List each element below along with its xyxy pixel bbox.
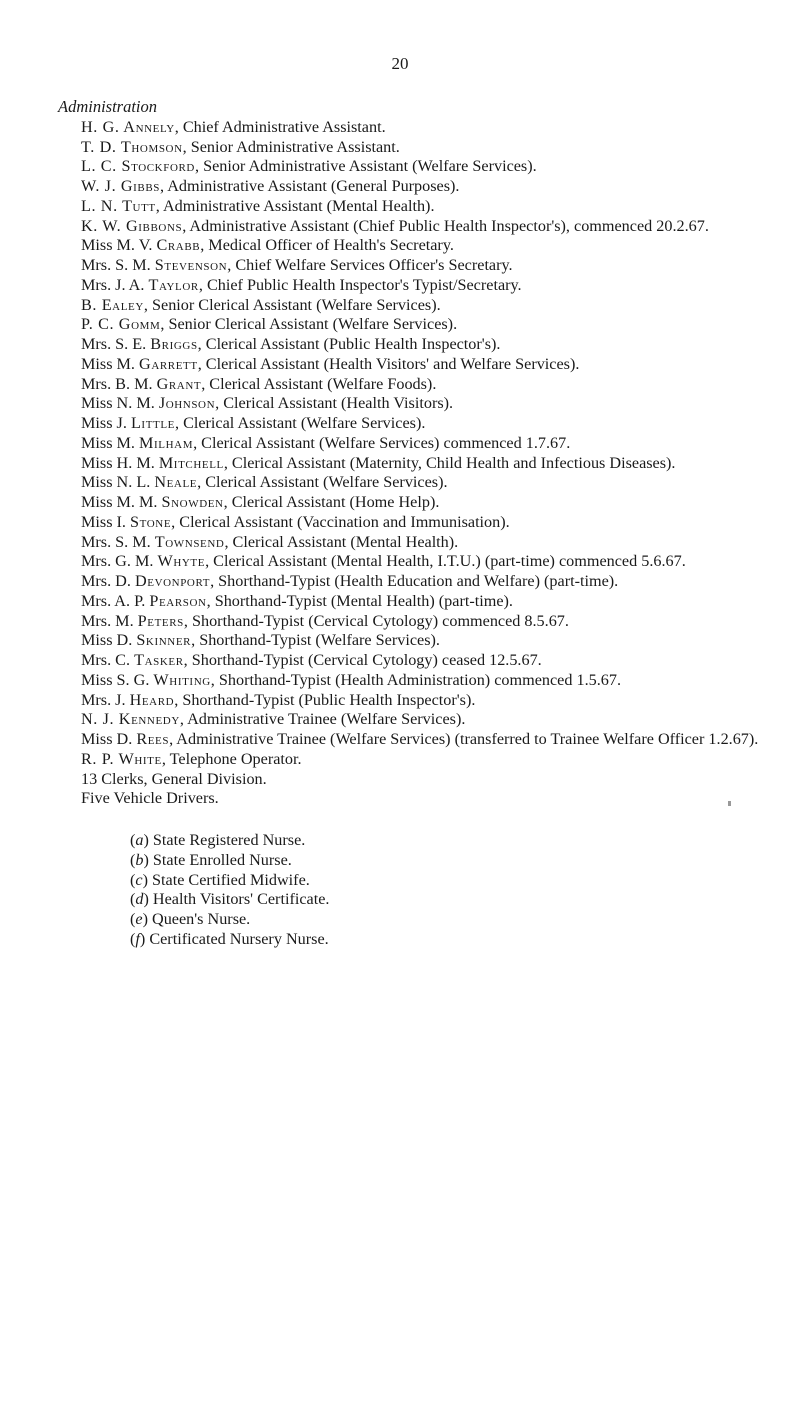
note-text: State Enrolled Nurse. <box>152 850 292 869</box>
staff-entry <box>58 256 774 276</box>
staff-entry <box>58 770 774 790</box>
staff-name: L. C. Stockford <box>81 157 195 176</box>
staff-name: Skinner <box>136 631 192 650</box>
staff-role: , Senior Clerical Assistant (Welfare Services). <box>160 315 458 334</box>
staff-role: , Shorthand-Typist (Cervical Cytology) commenced 8.5.67. <box>183 611 569 630</box>
staff-role: , Chief Welfare Services Officer's Secretary. <box>227 256 513 274</box>
staff-name: K. W. Gibbons <box>81 216 183 235</box>
staff-entry <box>58 177 774 197</box>
staff-prefix: Mrs. D. <box>81 572 135 590</box>
note-text: State Registered Nurse. <box>152 831 306 849</box>
note-text: Certificated Nursery Nurse. <box>149 929 329 948</box>
staff-role: , Chief Administrative Assistant. <box>174 117 386 136</box>
staff-role: , Shorthand-Typist (Welfare Services). <box>191 631 440 650</box>
print-speck <box>728 801 731 806</box>
staff-role: , Clerical Assistant (Maternity, Child Health and Infectious Diseases). <box>223 453 676 472</box>
staff-name: Pearson <box>149 591 207 610</box>
staff-entry <box>58 296 774 316</box>
staff-entry <box>58 236 774 256</box>
staff-entry <box>58 276 774 296</box>
staff-prefix: Miss M. V. <box>81 236 157 255</box>
staff-entry <box>58 730 774 750</box>
note-mark: d <box>135 890 144 909</box>
staff-name: Snowden <box>161 493 224 511</box>
note-item: (e) Queen's Nurse. <box>130 910 251 928</box>
staff-entry <box>58 473 774 493</box>
staff-role: , Clerical Assistant (Health Visitors). <box>215 394 454 413</box>
staff-entry <box>58 592 774 612</box>
note-mark: a <box>135 831 144 849</box>
staff-role: , Administrative Assistant (Chief Public Health Inspector's), commenced 20.2.67. <box>182 216 709 235</box>
staff-prefix: Miss M. M. <box>81 493 162 511</box>
staff-entry <box>58 631 774 651</box>
note-item: (d) Health Visitors' Certificate. <box>130 890 330 909</box>
note-mark: f <box>135 929 140 948</box>
staff-role: , Shorthand-Typist (Cervical Cytology) ceased 12.5.67. <box>183 651 542 669</box>
staff-prefix: Miss N. M. <box>81 394 159 413</box>
staff-name: Tasker <box>134 651 184 669</box>
staff-entry <box>58 552 774 572</box>
staff-role: 13 Clerks, General Division. <box>81 769 267 788</box>
staff-role: , Telephone Operator. <box>161 749 302 768</box>
page-number: 20 <box>391 54 409 73</box>
staff-entry <box>58 355 774 375</box>
staff-role: , Clerical Assistant (Welfare Services). <box>197 473 448 492</box>
staff-prefix: Mrs. M. <box>81 611 138 630</box>
staff-entry <box>58 671 774 691</box>
staff-prefix: Mrs. A. P. <box>81 591 150 610</box>
staff-name: Crabb <box>156 236 201 255</box>
staff-role: , Shorthand-Typist (Health Education and Welfare) (part-time). <box>210 572 619 590</box>
staff-role: , Clerical Assistant (Vaccination and Immunisation). <box>171 512 510 531</box>
note-text: State Certified Midwife. <box>152 870 310 889</box>
staff-role: , Shorthand-Typist (Mental Health) (part-time). <box>206 591 513 610</box>
note-text: Queen's Nurse. <box>152 910 251 928</box>
staff-role: , Clerical Assistant (Welfare Services) commenced 1.7.67. <box>193 433 571 452</box>
staff-role: , Medical Officer of Health's Secretary. <box>200 236 454 255</box>
section-heading: Administration <box>58 97 158 116</box>
staff-entry <box>58 651 774 671</box>
staff-entry <box>58 572 774 592</box>
staff-name: Stone <box>130 512 172 531</box>
staff-entry <box>58 118 774 138</box>
staff-name: Peters <box>137 611 184 630</box>
staff-role: , Clerical Assistant (Health Visitors' and Welfare Services). <box>197 354 580 373</box>
staff-prefix: Mrs. S. E. <box>81 335 151 353</box>
staff-prefix: Miss D. <box>81 730 137 748</box>
staff-role: , Administrative Trainee (Welfare Services) (transferred to Trainee Welfare Officer 1.2.67). <box>169 730 759 748</box>
staff-role: , Clerical Assistant (Mental Health, I.T.U.) (part-time) commenced 5.6.67. <box>205 552 686 571</box>
staff-prefix: Mrs. G. M. <box>81 552 158 571</box>
staff-prefix: Mrs. S. M. <box>81 256 155 274</box>
note-mark: e <box>135 910 143 928</box>
staff-prefix: Miss S. G. <box>81 670 154 689</box>
staff-role: , Clerical Assistant (Welfare Services). <box>174 414 426 432</box>
staff-name: N. J. Kennedy <box>81 710 180 729</box>
staff-entry <box>58 710 774 730</box>
staff-entry <box>58 394 774 414</box>
note-item: (a) State Registered Nurse. <box>130 831 306 849</box>
staff-prefix: Miss J. <box>81 414 131 432</box>
qualification-notes <box>58 831 774 950</box>
staff-prefix: Mrs. B. M. <box>81 374 157 393</box>
staff-name: Garrett <box>139 354 198 373</box>
staff-entry <box>58 335 774 355</box>
staff-entry <box>58 315 774 335</box>
staff-name: Townsend <box>154 532 225 551</box>
note-item: (f) Certificated Nursery Nurse. <box>130 929 329 948</box>
staff-prefix: Mrs. J. <box>81 690 130 709</box>
staff-role: , Clerical Assistant (Welfare Foods). <box>201 374 437 393</box>
staff-name: Neale <box>154 473 198 492</box>
note-mark: c <box>135 870 143 889</box>
staff-prefix: Mrs. J. A. <box>81 275 149 294</box>
staff-name: Whiting <box>153 670 211 689</box>
staff-name: R. P. White <box>81 749 162 768</box>
staff-name: W. J. Gibbs <box>81 177 161 195</box>
staff-prefix: Mrs. C. <box>81 651 135 669</box>
staff-role: , Administrative Assistant (General Purposes). <box>160 177 460 195</box>
staff-prefix: Miss M. <box>81 354 140 373</box>
staff-entry <box>58 612 774 632</box>
staff-entry <box>58 493 774 513</box>
staff-name: Johnson <box>158 394 216 413</box>
staff-name: Stevenson <box>154 256 228 274</box>
note-mark: b <box>135 850 144 869</box>
staff-name: H. G. Annely <box>81 117 175 136</box>
staff-role: , Senior Administrative Assistant (Welfare Services). <box>194 157 537 176</box>
staff-role: , Clerical Assistant (Mental Health). <box>224 532 459 551</box>
staff-role: , Clerical Assistant (Home Help). <box>223 493 440 511</box>
staff-list <box>58 118 774 809</box>
staff-prefix: Miss N. L. <box>81 473 155 492</box>
staff-name: Milham <box>139 433 194 452</box>
staff-prefix: Mrs. S. M. <box>81 532 155 551</box>
staff-name: Briggs <box>150 335 198 353</box>
note-text: Health Visitors' Certificate. <box>152 890 330 909</box>
staff-entry <box>58 414 774 434</box>
staff-role: , Administrative Trainee (Welfare Services). <box>179 710 466 729</box>
staff-role: , Shorthand-Typist (Public Health Inspector's). <box>174 690 476 709</box>
staff-name: Devonport <box>134 572 211 590</box>
staff-entry <box>58 197 774 217</box>
staff-entry <box>58 157 774 177</box>
note-item: (b) State Enrolled Nurse. <box>130 850 292 869</box>
staff-entry <box>58 513 774 533</box>
note-item: (c) State Certified Midwife. <box>130 870 310 889</box>
staff-name: Rees <box>136 730 170 748</box>
staff-entry <box>58 533 774 553</box>
staff-role: Five Vehicle Drivers. <box>81 789 219 808</box>
staff-role: , Senior Administrative Assistant. <box>182 137 400 156</box>
staff-role: , Senior Clerical Assistant (Welfare Services). <box>143 295 441 314</box>
staff-prefix: Miss I. <box>81 512 131 531</box>
staff-entry <box>58 454 774 474</box>
staff-entry <box>58 750 774 770</box>
staff-name: Heard <box>129 690 175 709</box>
staff-role: , Chief Public Health Inspector's Typist/Secretary. <box>198 275 522 294</box>
staff-entry <box>58 217 774 237</box>
staff-prefix: Miss H. M. <box>81 453 159 472</box>
staff-name: Whyte <box>157 552 206 571</box>
staff-entry <box>58 138 774 158</box>
staff-prefix: Miss D. <box>81 631 137 650</box>
page-content <box>58 97 774 950</box>
staff-name: Little <box>130 414 175 432</box>
staff-name: L. N. Tutt <box>81 196 156 215</box>
staff-entry <box>58 789 774 809</box>
staff-entry <box>58 691 774 711</box>
staff-role: , Clerical Assistant (Public Health Inspector's). <box>197 335 501 353</box>
staff-prefix: Miss M. <box>81 433 140 452</box>
staff-name: Taylor <box>148 275 199 294</box>
staff-name: B. Ealey <box>81 295 144 314</box>
staff-name: T. D. Thomson <box>81 137 183 156</box>
staff-role: , Shorthand-Typist (Health Administration) commenced 1.5.67. <box>210 670 622 689</box>
staff-role: , Administrative Assistant (Mental Health). <box>155 196 435 215</box>
staff-name: Mitchell <box>158 453 224 472</box>
staff-entry <box>58 434 774 454</box>
staff-entry <box>58 375 774 395</box>
staff-name: P. C. Gomm <box>81 315 161 334</box>
staff-name: Grant <box>156 374 202 393</box>
